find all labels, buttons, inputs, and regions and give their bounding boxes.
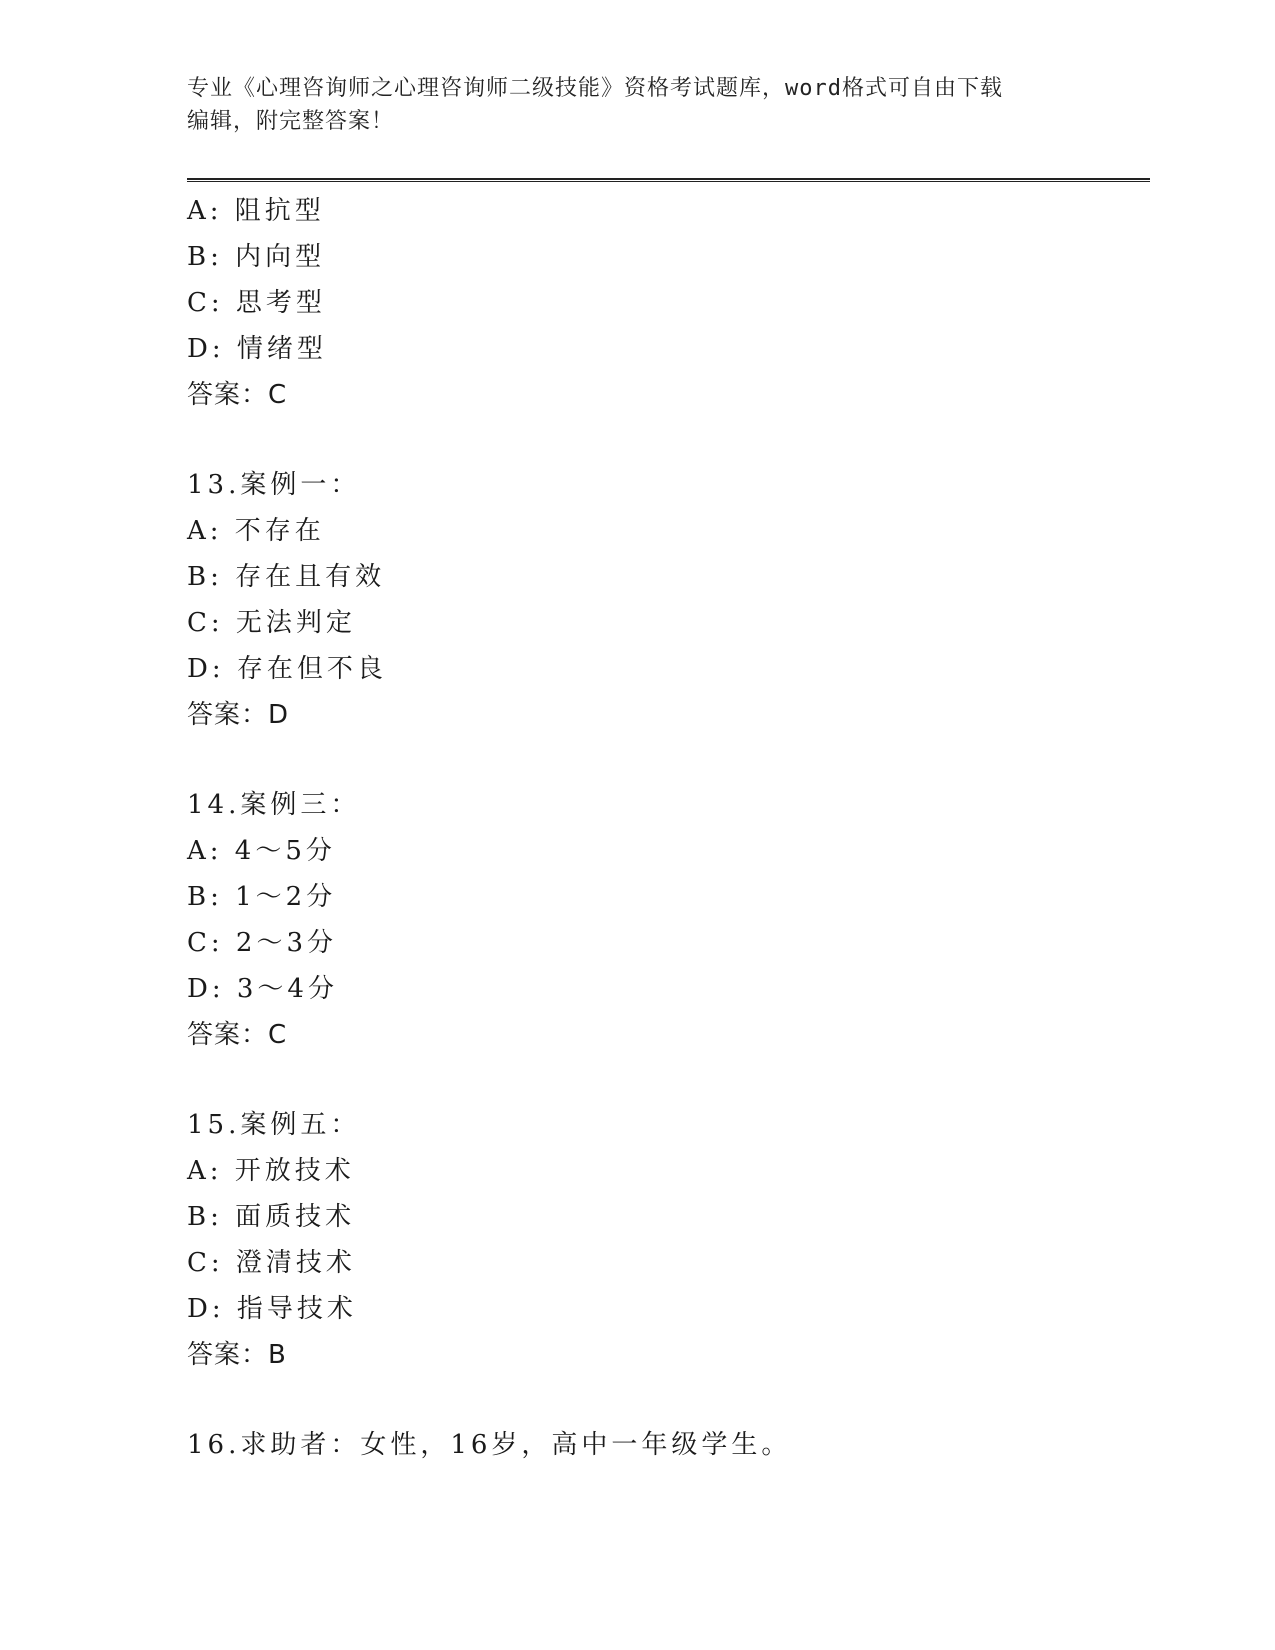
option-d: D: 指导技术: [187, 1294, 357, 1324]
option-d: D: 情绪型: [187, 334, 327, 364]
answer: 答案：C: [187, 1020, 288, 1050]
option-b: B: 存在且有效: [187, 562, 386, 592]
option-b: B: 内向型: [187, 242, 326, 272]
document-header: [187, 72, 1087, 138]
question-14: [187, 782, 1150, 1058]
question-list: [187, 188, 1150, 1468]
option-c: C: 无法判定: [187, 608, 356, 638]
option-a: A: 开放技术: [187, 1156, 355, 1186]
option-c: C: 2～3分: [187, 928, 338, 958]
question-13: [187, 462, 1150, 738]
spacer: [187, 1058, 1150, 1102]
header-line-2: 编辑，附完整答案！: [187, 109, 395, 134]
question-15: [187, 1102, 1150, 1378]
answer: 答案：D: [187, 700, 290, 730]
question-stem: 16.求助者：女性，16岁，高中一年级学生。: [187, 1430, 792, 1460]
answer: 答案：C: [187, 380, 288, 410]
header-divider: [187, 178, 1150, 182]
option-d: D: 存在但不良: [187, 654, 387, 684]
spacer: [187, 738, 1150, 782]
option-d: D: 3～4分: [187, 974, 338, 1004]
option-c: C: 澄清技术: [187, 1248, 356, 1278]
question-stem: 13.案例一：: [187, 470, 361, 500]
question-12: [187, 188, 1150, 418]
question-stem: 14.案例三：: [187, 790, 361, 820]
spacer: [187, 1378, 1150, 1422]
question-16: [187, 1422, 1150, 1468]
answer: 答案：B: [187, 1340, 287, 1370]
option-a: A: 不存在: [187, 516, 325, 546]
option-b: B: 1～2分: [187, 882, 337, 912]
spacer: [187, 418, 1150, 462]
header-line-1: 专业《心理咨询师之心理咨询师二级技能》资格考试题库，word格式可自由下载: [187, 76, 1003, 101]
option-a: A: 阻抗型: [187, 196, 325, 226]
option-b: B: 面质技术: [187, 1202, 356, 1232]
option-a: A: 4～5分: [187, 836, 336, 866]
option-c: C: 思考型: [187, 288, 326, 318]
question-stem: 15.案例五：: [187, 1110, 361, 1140]
